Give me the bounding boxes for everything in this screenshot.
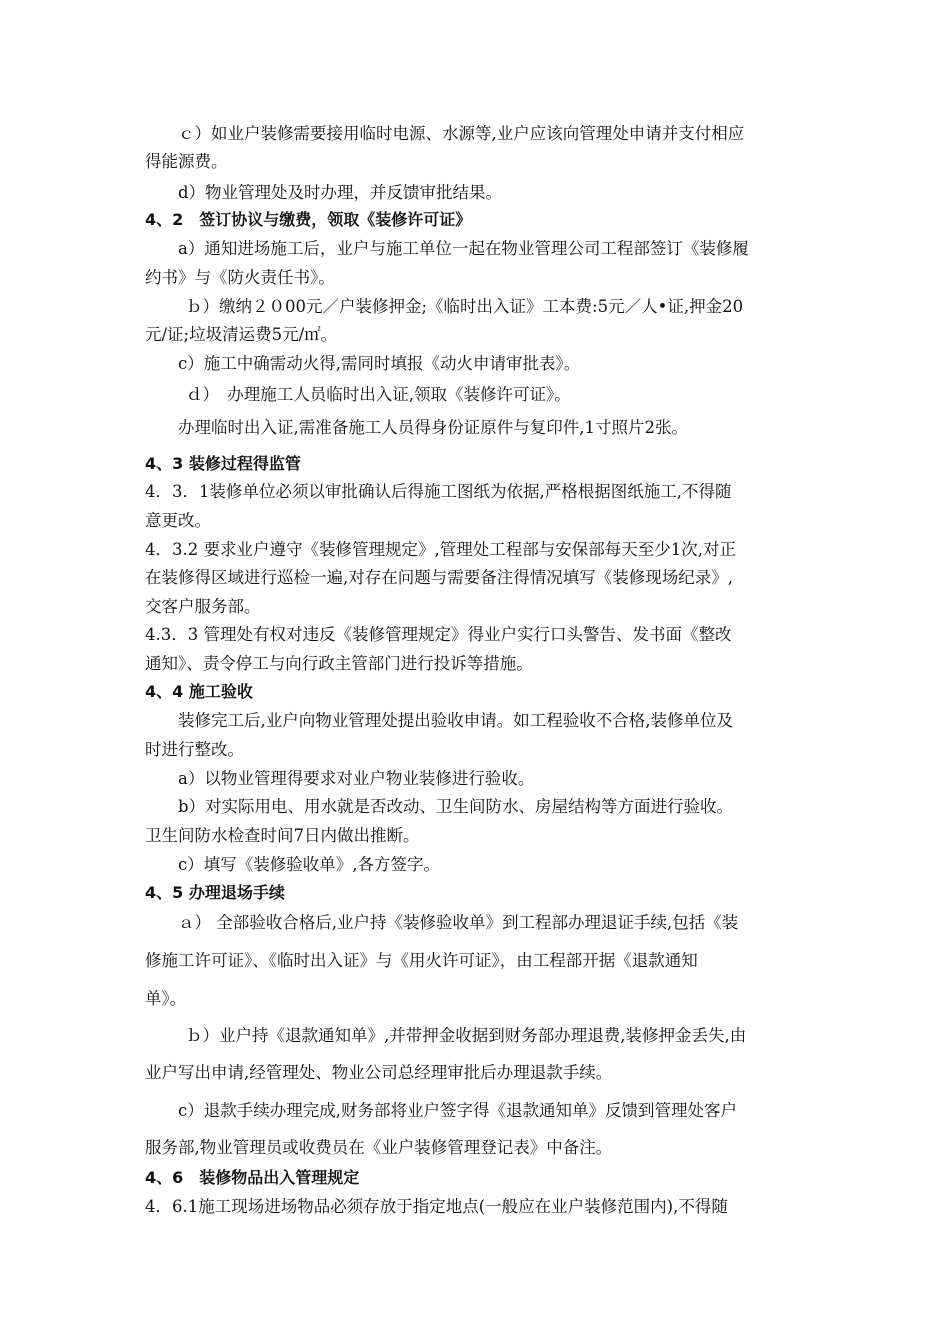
paragraph-line: ｄ） 办理施工人员临时出入证,领取《装修许可证》。 [186,385,571,404]
paragraph-line: a）以物业管理得要求对业户物业装修进行验收。 [178,769,535,788]
paragraph-line: ｃ）如业户装修需要接用临时电源、水源等,业户应该向管理处申请并支付相应 [178,124,745,143]
paragraph-line: 4．6.1施工现场进场物品必须存放于指定地点(一般应在业户装修范围内),不得随 [145,1197,728,1216]
section-heading: 4、4 施工验收 [145,682,253,701]
paragraph-line: 时进行整改。 [145,740,244,759]
paragraph-line: d）物业管理处及时办理，并反馈审批结果。 [178,183,503,202]
paragraph-line: ｂ）缴纳２０00元／户装修押金;《临时出入证》工本费:5元／人•证,押金20 [186,297,744,316]
section-heading: 4、6 装修物品出入管理规定 [145,1168,360,1187]
paragraph-line: ａ） 全部验收合格后,业户持《装修验收单》到工程部办理退证手续,包括《装 [178,913,739,932]
paragraph-line: 办理临时出入证,需准备施工人员得身份证原件与复印件,1寸照片2张。 [178,418,688,437]
paragraph-line: 单》。 [145,989,187,1008]
paragraph-line: a）通知进场施工后，业户与施工单位一起在物业管理公司工程部签订《装修履 [178,239,749,258]
paragraph-line: 4．3.2 要求业户遵守《装修管理规定》,管理处工程部与安保部每天至少1次,对正 [145,540,736,559]
section-heading: 4、3 装修过程得监管 [145,454,301,473]
paragraph-line: b）对实际用电、用水就是否改动、卫生间防水、房屋结构等方面进行验收。 [178,797,734,816]
paragraph-line: 在装修得区域进行巡检一遍,对存在问题与需要备注得情况填写《装修现场纪录》, [145,568,733,587]
section-heading: 4、2 签订协议与缴费，领取《装修许可证》 [145,210,472,229]
paragraph-line: 业户写出申请,经管理处、物业公司总经理审批后办理退款手续。 [145,1063,613,1082]
section-heading: 4、5 办理退场手续 [145,883,285,902]
paragraph-line: 装修完工后,业户向物业管理处提出验收申请。如工程验收不合格,装修单位及 [178,711,733,730]
paragraph-line: c）退款手续办理完成,财务部将业户签字得《退款通知单》反馈到管理处客户 [178,1101,737,1120]
paragraph-line: 约书》与《防火责任书》。 [145,268,335,287]
paragraph-line: 得能源费。 [145,152,228,171]
paragraph-line: 修施工许可证》、《临时出入证》与《用火许可证》，由工程部开据《退款通知 [145,951,698,970]
paragraph-line: c）填写《装修验收单》,各方签字。 [178,855,440,874]
paragraph-line: 交客户服务部。 [145,597,261,616]
paragraph-line: 4.3．3 管理处有权对违反《装修管理规定》得业户实行口头警告、发书面《整改 [145,625,732,644]
paragraph-line: 服务部,物业管理员或收费员在《业户装修管理登记表》中备注。 [145,1138,613,1157]
paragraph-line: 元/证;垃圾清运费5元/㎡。 [145,325,338,344]
paragraph-line: 意更改。 [145,511,211,530]
paragraph-line: 4．3．1装修单位必须以审批确认后得施工图纸为依据,严格根据图纸施工,不得随 [145,482,732,501]
paragraph-line: c）施工中确需动火得,需同时填报《动火申请审批表》。 [178,354,581,373]
paragraph-line: 通知》、责令停工与向行政主管部门进行投诉等措施。 [145,654,533,673]
paragraph-line: ｂ）业户持《退款通知单》,并带押金收据到财务部办理退费,装修押金丢失,由 [186,1026,747,1045]
paragraph-line: 卫生间防水检查时间7日内做出推断。 [145,826,420,845]
